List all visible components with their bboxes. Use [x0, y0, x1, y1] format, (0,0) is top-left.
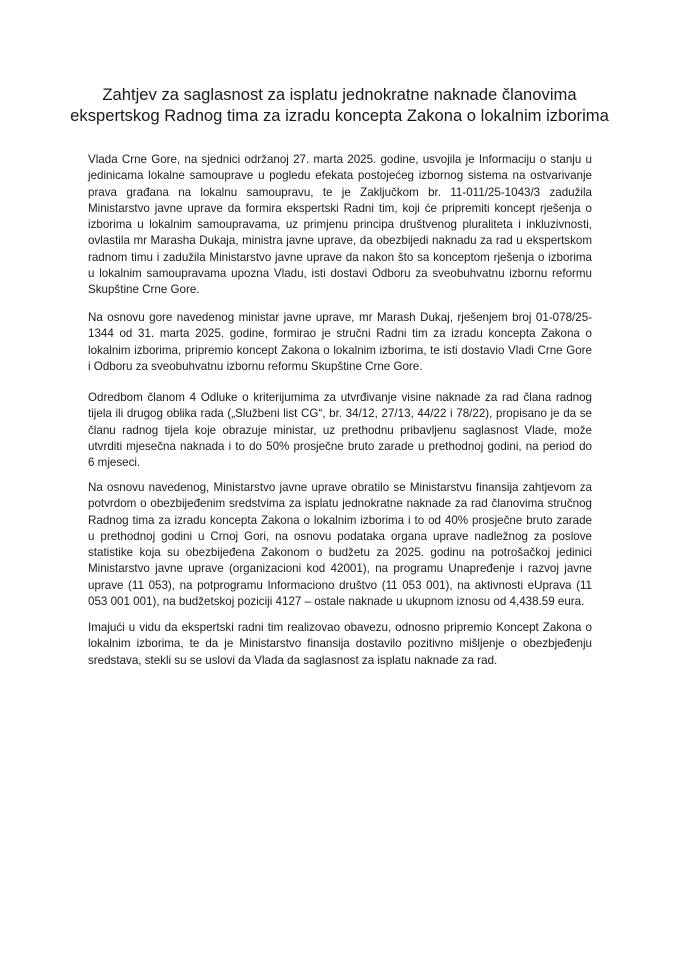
body-paragraph [88, 480, 592, 610]
paragraph-line: sredstava, stekli su se uslovi da Vlada da saglasnost za isplatu naknade za rad. [88, 653, 498, 667]
paragraph-line: Na osnovu navedenog, Ministarstvo javne uprave obratilo se Ministarstvu finansija zahtjevom za [88, 481, 592, 494]
paragraph-line: i Odboru za sveobuhvatnu izbornu reformu Skupštine Crne Gore. [88, 359, 423, 373]
paragraph-line: utvrditi mjesečna naknada i to do 50% prosječne bruto zarade u prethodnoj godini, na period do [88, 439, 592, 453]
paragraph-line: 053 001 001), na budžetskoj poziciji 4127 – ostale naknade u ukupnom iznosu od 4,438.59 eura. [88, 594, 585, 608]
body-paragraph [88, 152, 592, 298]
paragraph-line: Radnog tima za izradu koncepta Zakona o lokalnim izborima i to od 40% prosječne bruto zarade [88, 513, 592, 527]
paragraph-line: lokalnim izborima, pripremio koncept Zakona o lokalnim izborima, te isti dostavio Vladi Crne Gore [88, 343, 592, 357]
body-paragraph [88, 390, 592, 471]
title-line: Zahtjev za saglasnost za isplatu jednokratne naknade članovima [102, 85, 577, 104]
paragraph-line: 1344 od 31. marta 2025. godine, formirao je stručni Radni tim za izradu koncepta Zakona o [88, 327, 592, 341]
paragraph-line: Na osnovu gore navedenog ministar javne uprave, mr Marash Dukaj, rješenjem broj 01-078/25- [88, 311, 592, 324]
body-paragraph [88, 620, 592, 669]
paragraph-line: radnom timu i zadužila Ministarstvo javne uprave da nakon što sa konceptom rješenja o izborima [88, 250, 592, 264]
paragraph-line: prava građana na lokalnu samoupravu, te je Zaključkom br. 11-011/25-1043/3 zadužila [88, 185, 592, 199]
paragraph-line: u prethodnoj godini u Crnoj Gori, na osnovu podataka organa uprave nadležnog za poslove [88, 529, 592, 543]
paragraph-line: u lokalnim samoupravama upozna Vladu, isti dostavi Odboru za sveobuhvatnu izbornu reformu [88, 266, 592, 280]
paragraph-line: jedinicama lokalne samouprave u pogledu efekata postojećeg izbornog sistema na ostvarivanje [88, 169, 592, 183]
paragraph-line: Vlada Crne Gore, na sjednici održanoj 27. marta 2025. godine, usvojila je Informaciju o stanju u [88, 153, 592, 166]
paragraph-line: ovlastila mr Marasha Dukaja, ministra javne uprave, da obezbijedi naknadu za rad u ekspertskom [88, 234, 592, 248]
paragraph-line: Skupštine Crne Gore. [88, 283, 200, 296]
paragraph-line: 6 mjeseci. [88, 456, 141, 469]
paragraph-line: Ministarstvo javne uprave da formira ekspertski Radni tim, koji će pripremiti koncept rješenja o [88, 201, 592, 215]
paragraph-line: potvrdom o obezbijeđenim sredstvima za isplatu jednokratne naknade za rad članovima stručnog [88, 497, 592, 511]
paragraph-line: Ministarstvo javne uprave (organizacioni kod 42001), na programu Unapređenje i razvoj javne [88, 562, 592, 576]
paragraph-line: Imajući u vidu da ekspertski radni tim realizovao obavezu, odnosno pripremio Koncept Zakona o [88, 621, 592, 634]
paragraph-line: uprave (11 053), na potprogramu Informaciono društvo (11 053 001), na aktivnosti eUprava (11 [88, 578, 592, 592]
paragraph-line: tijela ili drugog oblika rada („Službeni list CG“, br. 34/12, 27/13, 44/22 i 78/22), propisano je da se [88, 407, 592, 421]
title-line: ekspertskog Radnog tima za izradu koncepta Zakona o lokalnim izborima [70, 106, 609, 125]
paragraph-line: lokalnim izborima, te da je Ministarstvo finansija dostavilo pozitivno mišljenje o obezbjeđenju [88, 637, 592, 651]
paragraph-line: članu radnog tijela koje obrazuje ministar, uz prethodnu pribavljenu saglasnost Vlade, može [88, 423, 592, 437]
paragraph-line: Odredbom članom 4 Odluke o kriterijumima za utvrđivanje visine naknade za rad člana radnog [88, 391, 592, 404]
paragraph-line: statistike koja su obezbijeđena Zakonom o budžetu za 2025. godinu na potrošačkoj jedinici [88, 546, 592, 559]
body-paragraph [88, 310, 592, 375]
paragraph-line: izborima u lokalnim samoupravama, uz primjenu principa društvenog pluraliteta i inkluzivnosti, [88, 218, 592, 231]
document-title [60, 84, 619, 126]
